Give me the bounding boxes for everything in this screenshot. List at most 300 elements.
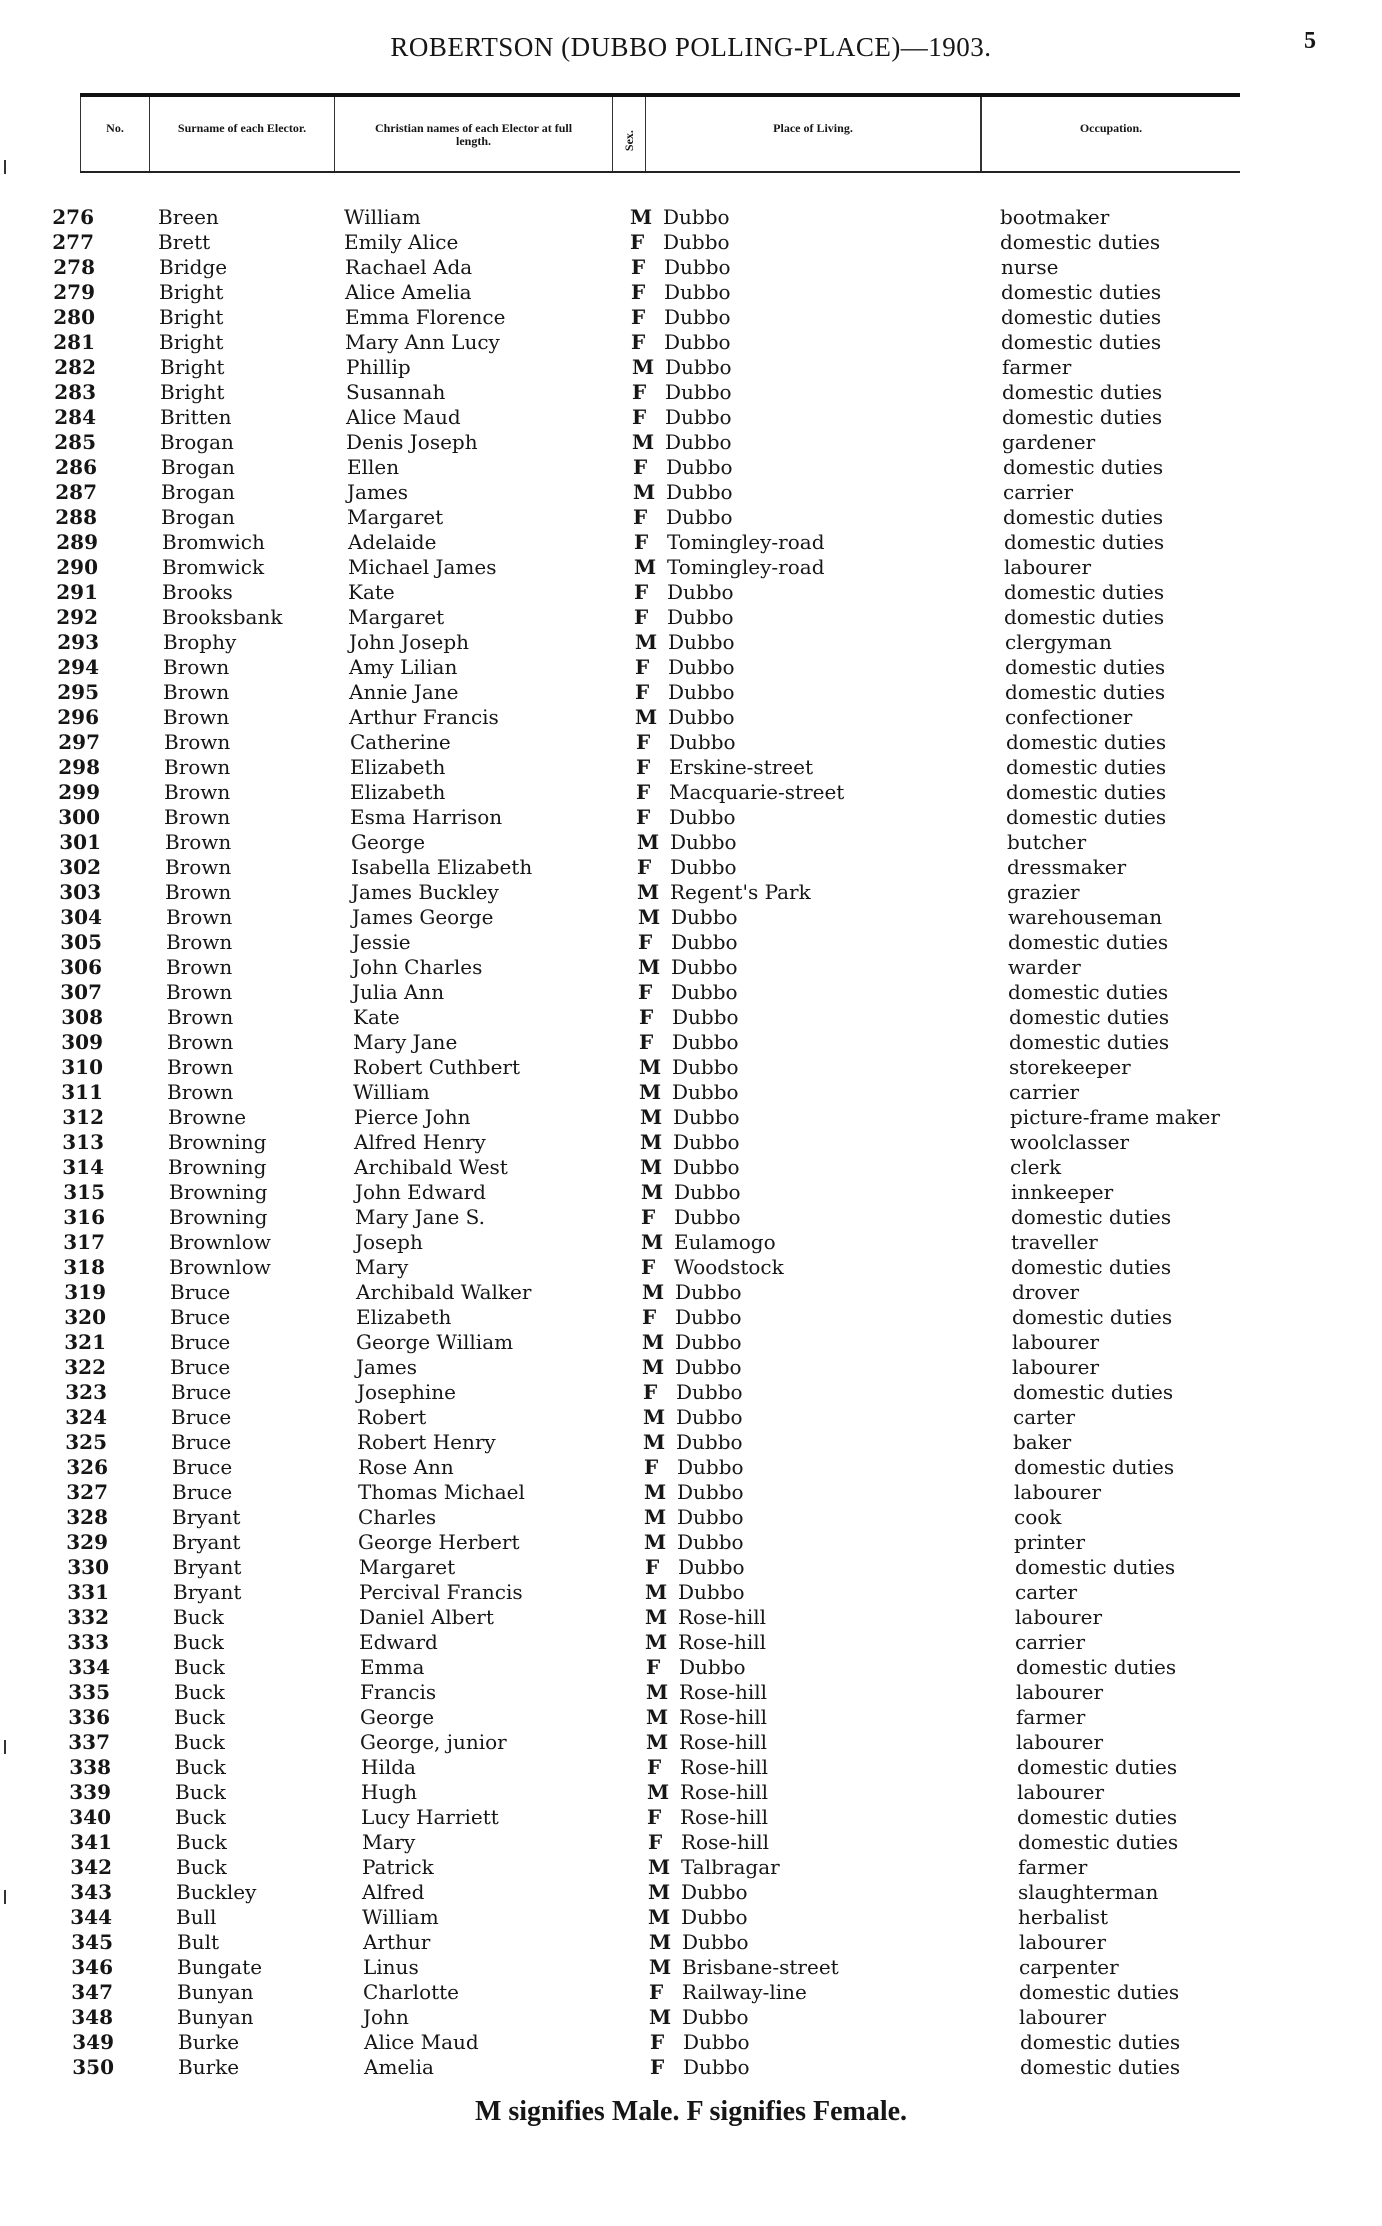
elector-occupation: domestic duties: [1006, 755, 1167, 779]
elector-number: 294: [57, 655, 99, 679]
elector-number: 289: [56, 530, 98, 554]
table-row: [0, 580, 1382, 605]
elector-sex: M: [640, 1155, 663, 1179]
elector-occupation: dressmaker: [1007, 855, 1127, 879]
elector-number: 344: [70, 1905, 112, 1929]
elector-occupation: farmer: [1016, 1705, 1086, 1729]
table-row: [0, 1130, 1382, 1155]
elector-number: 286: [55, 455, 97, 479]
elector-place: Tomingley-road: [667, 530, 825, 554]
elector-sex: F: [633, 505, 648, 529]
elector-number: 320: [64, 1305, 106, 1329]
table-row: [0, 1280, 1382, 1305]
table-row: [0, 1055, 1382, 1080]
elector-number: 302: [59, 855, 101, 879]
elector-number: 292: [56, 605, 98, 629]
elector-occupation: domestic duties: [1009, 1005, 1170, 1029]
elector-place: Dubbo: [681, 1905, 748, 1929]
elector-number: 340: [69, 1805, 111, 1829]
elector-number: 336: [68, 1705, 110, 1729]
elector-surname: Brogan: [161, 455, 235, 479]
elector-surname: Buck: [173, 1630, 224, 1654]
elector-number: 322: [64, 1355, 106, 1379]
elector-sex: M: [646, 1705, 669, 1729]
table-row: [0, 555, 1382, 580]
elector-christian-names: James: [347, 480, 409, 504]
elector-surname: Bull: [176, 1905, 217, 1929]
table-row: [0, 1730, 1382, 1755]
elector-sex: M: [639, 1055, 662, 1079]
elector-christian-names: Elizabeth: [350, 780, 446, 804]
elector-surname: Bult: [177, 1930, 220, 1954]
elector-place: Dubbo: [663, 230, 730, 254]
elector-christian-names: James: [356, 1355, 418, 1379]
elector-number: 341: [70, 1830, 112, 1854]
elector-christian-names: Elizabeth: [350, 755, 446, 779]
elector-sex: M: [632, 430, 655, 454]
elector-place: Rose-hill: [680, 1805, 769, 1829]
elector-sex: F: [634, 530, 649, 554]
elector-number: 349: [72, 2030, 114, 2054]
elector-surname: Bryant: [173, 1555, 242, 1579]
elector-occupation: domestic duties: [1005, 655, 1166, 679]
elector-sex: F: [636, 755, 651, 779]
table-row: [0, 1305, 1382, 1330]
elector-christian-names: Daniel Albert: [359, 1605, 494, 1629]
elector-christian-names: Linus: [363, 1955, 419, 1979]
elector-occupation: carrier: [1015, 1630, 1086, 1654]
elector-christian-names: Thomas Michael: [358, 1480, 525, 1504]
elector-sex: F: [639, 1005, 654, 1029]
table-header: [80, 97, 1240, 173]
elector-christian-names: Alfred Henry: [354, 1130, 486, 1154]
elector-place: Dubbo: [667, 605, 734, 629]
elector-sex: M: [637, 880, 660, 904]
elector-sex: M: [639, 1080, 662, 1104]
elector-occupation: domestic duties: [1017, 1755, 1178, 1779]
elector-place: Dubbo: [674, 1205, 741, 1229]
elector-sex: M: [649, 2005, 672, 2029]
elector-place: Dubbo: [671, 930, 738, 954]
elector-surname: Brown: [164, 730, 231, 754]
elector-number: 297: [58, 730, 100, 754]
elector-surname: Bright: [160, 355, 225, 379]
table-row: [0, 780, 1382, 805]
elector-occupation: herbalist: [1018, 1905, 1109, 1929]
elector-christian-names: Rose Ann: [358, 1455, 454, 1479]
elector-christian-names: Julia Ann: [352, 980, 445, 1004]
elector-occupation: domestic duties: [1014, 1455, 1175, 1479]
elector-place: Tomingley-road: [667, 555, 825, 579]
elector-place: Rose-hill: [679, 1730, 768, 1754]
elector-occupation: farmer: [1018, 1855, 1088, 1879]
elector-occupation: domestic duties: [1019, 1980, 1180, 2004]
elector-occupation: picture-frame maker: [1010, 1105, 1220, 1129]
elector-christian-names: George William: [356, 1330, 514, 1354]
elector-christian-names: Alfred: [362, 1880, 425, 1904]
table-row: [0, 1080, 1382, 1105]
elector-number: 308: [61, 1005, 103, 1029]
elector-place: Dubbo: [682, 2005, 749, 2029]
elector-number: 293: [57, 630, 99, 654]
elector-occupation: domestic duties: [1020, 2055, 1181, 2079]
elector-christian-names: Phillip: [346, 355, 411, 379]
elector-number: 321: [64, 1330, 106, 1354]
elector-surname: Brown: [166, 955, 233, 979]
elector-sex: F: [648, 1830, 663, 1854]
elector-christian-names: Susannah: [346, 380, 446, 404]
elector-number: 285: [54, 430, 96, 454]
elector-number: 281: [53, 330, 95, 354]
elector-surname: Browning: [169, 1180, 268, 1204]
table-row: [0, 1855, 1382, 1880]
elector-surname: Brownlow: [169, 1230, 271, 1254]
elector-number: 295: [57, 680, 99, 704]
elector-sex: F: [647, 1805, 662, 1829]
elector-place: Woodstock: [674, 1255, 784, 1279]
elector-christian-names: Alice Maud: [364, 2030, 479, 2054]
elector-christian-names: Robert Cuthbert: [353, 1055, 521, 1079]
elector-occupation: domestic duties: [1016, 1655, 1177, 1679]
elector-sex: M: [644, 1530, 667, 1554]
table-row: [0, 980, 1382, 1005]
elector-sex: M: [641, 1230, 664, 1254]
elector-christian-names: Margaret: [348, 605, 445, 629]
elector-sex: F: [636, 780, 651, 804]
elector-place: Dubbo: [669, 730, 736, 754]
elector-occupation: carter: [1015, 1580, 1078, 1604]
elector-surname: Bruce: [171, 1405, 232, 1429]
elector-number: 325: [65, 1430, 107, 1454]
elector-sex: F: [641, 1205, 656, 1229]
elector-number: 334: [68, 1655, 110, 1679]
elector-occupation: domestic duties: [1004, 530, 1165, 554]
elector-sex: F: [631, 330, 646, 354]
elector-occupation: domestic duties: [1008, 930, 1169, 954]
elector-surname: Brown: [165, 855, 232, 879]
elector-sex: F: [634, 580, 649, 604]
table-row: [0, 405, 1382, 430]
elector-sex: M: [645, 1580, 668, 1604]
table-row: [0, 230, 1382, 255]
elector-surname: Brown: [166, 980, 233, 1004]
elector-number: 310: [61, 1055, 103, 1079]
margin-mark: [4, 160, 6, 174]
elector-christian-names: Patrick: [362, 1855, 434, 1879]
elector-surname: Buck: [176, 1855, 227, 1879]
elector-occupation: warder: [1008, 955, 1081, 979]
elector-surname: Brogan: [161, 480, 235, 504]
elector-surname: Buck: [175, 1780, 226, 1804]
elector-sex: M: [646, 1730, 669, 1754]
table-row: [0, 755, 1382, 780]
elector-sex: M: [634, 555, 657, 579]
elector-sex: M: [640, 1105, 663, 1129]
elector-number: 326: [66, 1455, 108, 1479]
elector-sex: M: [640, 1130, 663, 1154]
elector-surname: Brownlow: [169, 1255, 271, 1279]
elector-place: Rose-hill: [679, 1705, 768, 1729]
elector-surname: Bunyan: [177, 2005, 254, 2029]
table-row: [0, 330, 1382, 355]
elector-sex: M: [649, 1930, 672, 1954]
table-row: [0, 1155, 1382, 1180]
elector-christian-names: Margaret: [347, 505, 444, 529]
elector-occupation: carpenter: [1019, 1955, 1119, 1979]
elector-christian-names: Kate: [348, 580, 395, 604]
elector-christian-names: George, junior: [360, 1730, 507, 1754]
elector-place: Rose-hill: [681, 1830, 770, 1854]
elector-place: Dubbo: [670, 855, 737, 879]
elector-number: 318: [63, 1255, 105, 1279]
table-row: [0, 2055, 1382, 2080]
elector-sex: M: [646, 1680, 669, 1704]
elector-surname: Browne: [168, 1105, 247, 1129]
table-row: [0, 705, 1382, 730]
table-row: [0, 455, 1382, 480]
elector-christian-names: Charlotte: [363, 1980, 460, 2004]
elector-place: Dubbo: [675, 1280, 742, 1304]
elector-place: Dubbo: [671, 980, 738, 1004]
elector-occupation: domestic duties: [1003, 505, 1164, 529]
elector-place: Dubbo: [664, 305, 731, 329]
elector-occupation: domestic duties: [1000, 230, 1161, 254]
elector-occupation: grazier: [1007, 880, 1080, 904]
elector-occupation: labourer: [1015, 1605, 1103, 1629]
header-sex-label: Sex.: [621, 130, 636, 152]
elector-occupation: domestic duties: [1015, 1555, 1176, 1579]
elector-occupation: nurse: [1001, 255, 1059, 279]
elector-christian-names: Mary Jane S.: [355, 1205, 485, 1229]
elector-number: 323: [65, 1380, 107, 1404]
elector-surname: Bruce: [170, 1330, 231, 1354]
elector-place: Rose-hill: [678, 1605, 767, 1629]
table-row: [0, 1205, 1382, 1230]
elector-occupation: carrier: [1009, 1080, 1080, 1104]
elector-place: Rose-hill: [678, 1630, 767, 1654]
elector-sex: M: [632, 355, 655, 379]
elector-surname: Buck: [174, 1730, 225, 1754]
elector-sex: F: [650, 2030, 665, 2054]
elector-sex: M: [642, 1355, 665, 1379]
elector-place: Dubbo: [677, 1505, 744, 1529]
elector-place: Dubbo: [664, 330, 731, 354]
elector-number: 291: [56, 580, 98, 604]
header-surname: [150, 97, 335, 171]
elector-sex: M: [645, 1630, 668, 1654]
elector-surname: Burke: [178, 2055, 240, 2079]
elector-number: 301: [59, 830, 101, 854]
elector-sex: F: [636, 805, 651, 829]
elector-occupation: domestic duties: [1002, 405, 1163, 429]
elector-place: Dubbo: [677, 1530, 744, 1554]
elector-christian-names: Francis: [360, 1680, 437, 1704]
elector-sex: M: [641, 1180, 664, 1204]
elector-christian-names: Adelaide: [348, 530, 437, 554]
table-row: [0, 1680, 1382, 1705]
elector-surname: Brown: [166, 930, 233, 954]
elector-christian-names: Isabella Elizabeth: [351, 855, 533, 879]
elector-sex: M: [648, 1880, 671, 1904]
elector-surname: Bromwick: [162, 555, 265, 579]
elector-number: 316: [63, 1205, 105, 1229]
table-row: [0, 205, 1382, 230]
table-row: [0, 1105, 1382, 1130]
elector-christian-names: James Buckley: [351, 880, 499, 904]
elector-place: Dubbo: [681, 1880, 748, 1904]
elector-place: Dubbo: [667, 580, 734, 604]
elector-surname: Buck: [175, 1805, 226, 1829]
elector-occupation: labourer: [1019, 1930, 1107, 1954]
table-row: [0, 1530, 1382, 1555]
elector-occupation: drover: [1012, 1280, 1080, 1304]
elector-number: 309: [61, 1030, 103, 1054]
elector-sex: F: [634, 605, 649, 629]
elector-number: 313: [62, 1130, 104, 1154]
elector-occupation: domestic duties: [1020, 2030, 1181, 2054]
elector-occupation: farmer: [1002, 355, 1072, 379]
elector-surname: Brogan: [161, 505, 235, 529]
elector-place: Macquarie-street: [669, 780, 845, 804]
elector-sex: M: [635, 705, 658, 729]
elector-surname: Buck: [174, 1705, 225, 1729]
elector-number: 314: [62, 1155, 104, 1179]
elector-christian-names: Rachael Ada: [345, 255, 473, 279]
elector-place: Dubbo: [676, 1430, 743, 1454]
elector-christian-names: Arthur: [363, 1930, 431, 1954]
elector-number: 342: [70, 1855, 112, 1879]
table-row: [0, 505, 1382, 530]
table-row: [0, 1905, 1382, 1930]
elector-sex: M: [643, 1405, 666, 1429]
elector-number: 347: [71, 1980, 113, 2004]
elector-christian-names: William: [353, 1080, 430, 1104]
elector-christian-names: Mary Ann Lucy: [345, 330, 500, 354]
elector-surname: Brown: [167, 1005, 234, 1029]
table-row: [0, 1830, 1382, 1855]
elector-surname: Bridge: [159, 255, 228, 279]
elector-place: Dubbo: [666, 505, 733, 529]
elector-occupation: labourer: [1017, 1780, 1105, 1804]
elector-occupation: labourer: [1012, 1330, 1100, 1354]
elector-surname: Brown: [167, 1055, 234, 1079]
elector-number: 299: [58, 780, 100, 804]
elector-number: 305: [60, 930, 102, 954]
elector-sex: F: [631, 255, 646, 279]
elector-surname: Brown: [167, 1080, 234, 1104]
elector-christian-names: Kate: [353, 1005, 400, 1029]
elector-christian-names: Annie Jane: [349, 680, 459, 704]
elector-occupation: cook: [1014, 1505, 1062, 1529]
table-row: [0, 1955, 1382, 1980]
elector-sex: M: [648, 1855, 671, 1879]
elector-sex: F: [650, 2055, 665, 2079]
elector-number: 345: [71, 1930, 113, 1954]
elector-sex: F: [645, 1555, 660, 1579]
elector-occupation: innkeeper: [1011, 1180, 1114, 1204]
elector-sex: F: [636, 730, 651, 754]
table-row: [0, 1580, 1382, 1605]
table-row: [0, 1880, 1382, 1905]
elector-place: Dubbo: [673, 1105, 740, 1129]
elector-place: Rose-hill: [680, 1755, 769, 1779]
elector-place: Dubbo: [664, 280, 731, 304]
elector-sex: M: [648, 1905, 671, 1929]
elector-surname: Browning: [168, 1155, 267, 1179]
elector-christian-names: Emily Alice: [344, 230, 459, 254]
elector-christian-names: William: [362, 1905, 439, 1929]
header-place-label: Place of Living.: [773, 121, 853, 135]
header-place: [646, 97, 981, 171]
elector-sex: F: [643, 1380, 658, 1404]
elector-sex: M: [649, 1955, 672, 1979]
table-row: [0, 1455, 1382, 1480]
elector-sex: F: [631, 280, 646, 304]
table-row: [0, 1655, 1382, 1680]
elector-occupation: labourer: [1012, 1355, 1100, 1379]
elector-number: 279: [53, 280, 95, 304]
elector-place: Dubbo: [678, 1580, 745, 1604]
elector-occupation: warehouseman: [1008, 905, 1163, 929]
elector-surname: Brooksbank: [162, 605, 283, 629]
elector-place: Dubbo: [676, 1380, 743, 1404]
table-row: [0, 1630, 1382, 1655]
elector-christian-names: Emma: [360, 1655, 425, 1679]
elector-surname: Burke: [178, 2030, 240, 2054]
elector-christian-names: Hugh: [361, 1780, 418, 1804]
elector-surname: Bruce: [170, 1355, 231, 1379]
elector-place: Dubbo: [663, 205, 730, 229]
table-row: [0, 1505, 1382, 1530]
elector-sex: M: [630, 205, 653, 229]
elector-place: Brisbane-street: [682, 1955, 839, 1979]
elector-christian-names: Charles: [358, 1505, 437, 1529]
table-row: [0, 1755, 1382, 1780]
elector-christian-names: Elizabeth: [356, 1305, 452, 1329]
table-row: [0, 1705, 1382, 1730]
table-row: [0, 830, 1382, 855]
elector-christian-names: Hilda: [361, 1755, 416, 1779]
elector-surname: Brown: [165, 830, 232, 854]
elector-place: Dubbo: [679, 1655, 746, 1679]
elector-sex: F: [647, 1755, 662, 1779]
elector-christian-names: Robert Henry: [357, 1430, 496, 1454]
elector-place: Dubbo: [672, 1055, 739, 1079]
elector-christian-names: Mary: [355, 1255, 409, 1279]
elector-sex: F: [633, 455, 648, 479]
elector-place: Dubbo: [673, 1155, 740, 1179]
elector-occupation: printer: [1014, 1530, 1086, 1554]
elector-surname: Brown: [163, 655, 230, 679]
elector-surname: Bruce: [170, 1280, 231, 1304]
elector-number: 306: [60, 955, 102, 979]
table-row: [0, 305, 1382, 330]
elector-surname: Brogan: [160, 430, 234, 454]
elector-christian-names: Margaret: [359, 1555, 456, 1579]
elector-surname: Buck: [173, 1605, 224, 1629]
elector-occupation: domestic duties: [1006, 780, 1167, 804]
elector-place: Dubbo: [668, 655, 735, 679]
elector-occupation: baker: [1013, 1430, 1072, 1454]
elector-occupation: domestic duties: [1017, 1805, 1178, 1829]
elector-occupation: gardener: [1002, 430, 1096, 454]
elector-place: Dubbo: [671, 955, 738, 979]
elector-occupation: slaughterman: [1018, 1880, 1159, 1904]
elector-surname: Bryant: [172, 1530, 241, 1554]
elector-place: Dubbo: [672, 1030, 739, 1054]
elector-christian-names: Ellen: [347, 455, 400, 479]
elector-occupation: domestic duties: [1004, 605, 1165, 629]
